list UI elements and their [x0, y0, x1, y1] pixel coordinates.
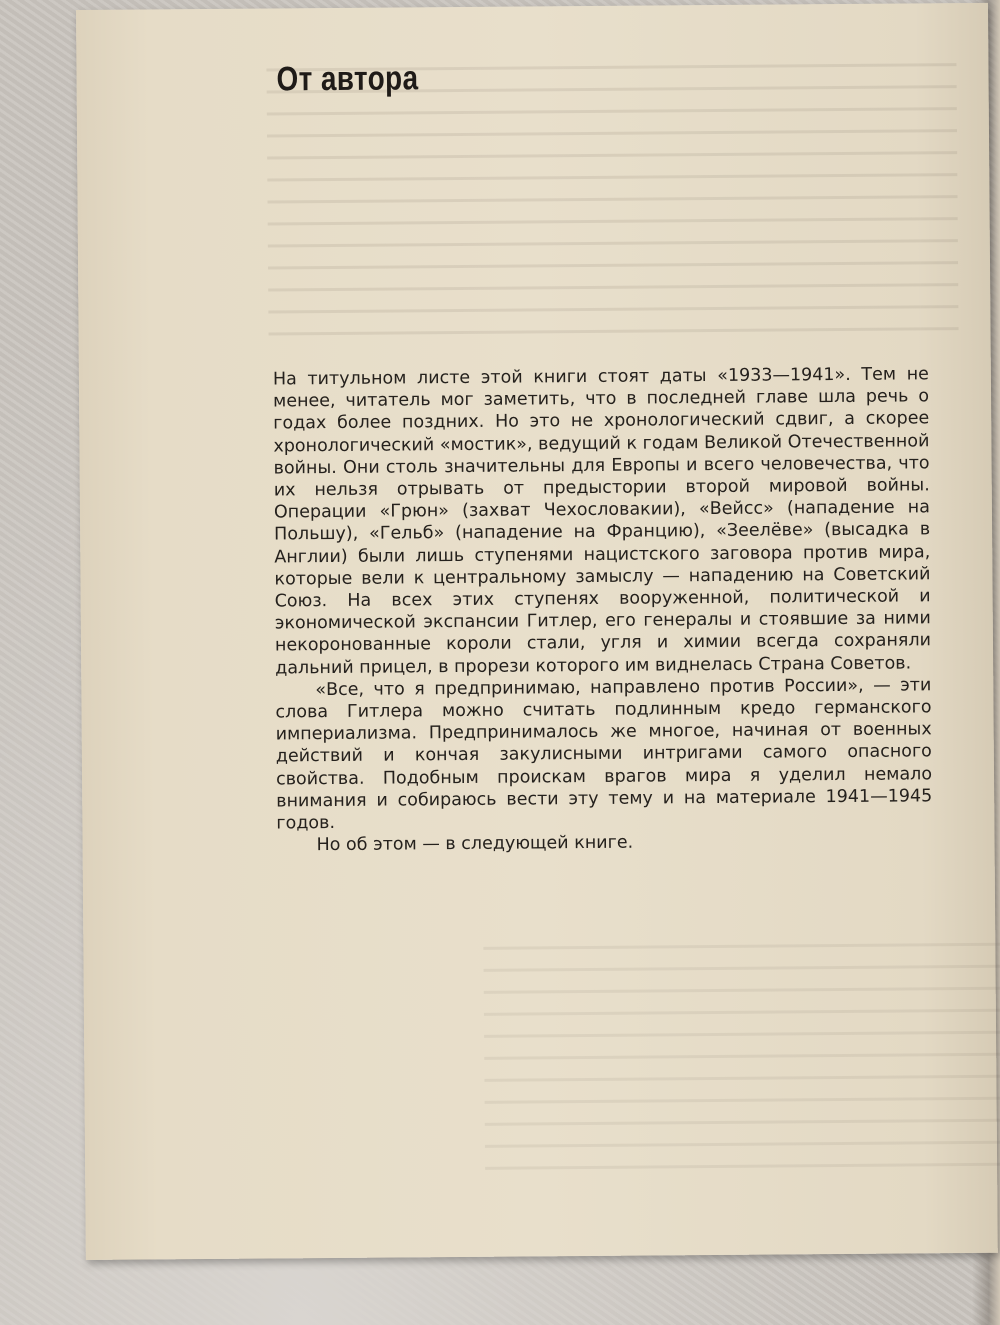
paragraph-3: Но об этом — в следующей книге.: [316, 832, 634, 856]
page-title: От автора: [276, 59, 419, 99]
show-through-text-top: [266, 63, 958, 368]
book-page: [76, 3, 998, 1260]
paragraph-1: На титульном листе этой книги стоят даты «1933—1941». Тем не менее, читатель мог заметить, что в последней главе шла речь о годах более поздних. Но это не хронологический сдвиг, а скорее хронологический «мостик», ведущий к годам Великой Отечественной войны. Они столь значительны для Европы и всего человечества, что их нельзя отрывать от предыстории второй мировой войны. Операции «Грюн» (захват Чехословакии), «Вейсс» (нападение на Польшу), «Гельб» (нападение на Францию), «Зеелёве» (высадка в Англии) были лишь ступенями нацистского заговора против мира, которые вели к центральному замыслу — нападению на Советский Союз. На всех этих ступенях вооруженной, политической и экономической экспансии Гитлер, его генералы и стоявшие за ними некоронованные короли стали, угля и химии всегда сохраняли дальний прицел, в прорези которого им виднелась Страна Советов.: [272, 364, 932, 679]
show-through-text-bottom: [483, 943, 1000, 1197]
paragraph-2: «Все, что я предпринимаю, направлено против России», — эти слова Гитлера можно считать подлинным кредо германского империализма. Предпринималось же многое, начиная от военных действий и кончая закулисными интригами самого опасного свойства. Подобным проискам врагов мира я уделил немало внимания и собираюсь вести эту тему и на материале 1941—1945 годов.: [275, 675, 933, 834]
body-text: [273, 363, 933, 857]
